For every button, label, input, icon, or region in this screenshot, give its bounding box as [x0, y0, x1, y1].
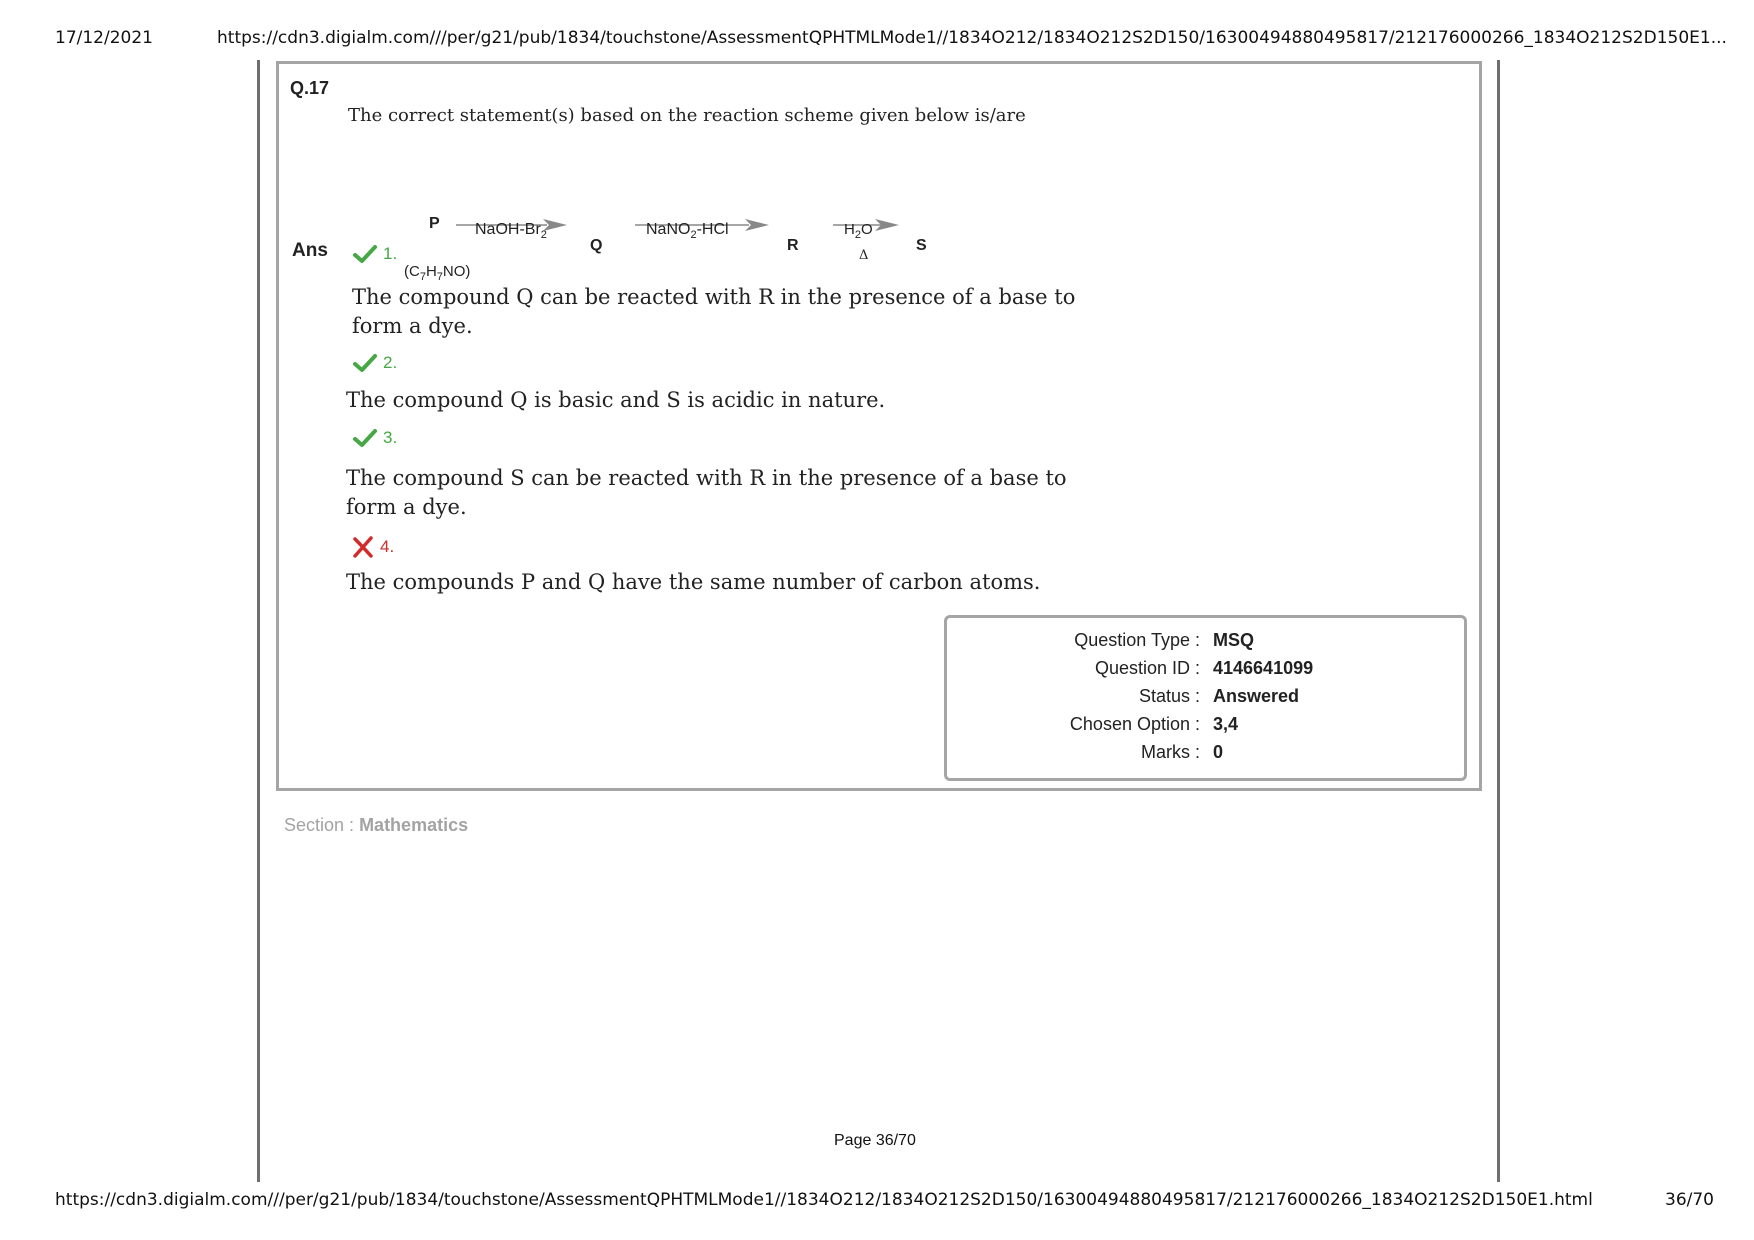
question-info-box [944, 615, 1467, 781]
compound-p: P [429, 215, 440, 232]
option-3-mark [353, 428, 397, 448]
print-header [55, 28, 1727, 50]
option-1-number: 1. [383, 244, 398, 263]
left-rule [257, 60, 260, 1182]
option-2-number: 2. [383, 353, 398, 372]
compound-r: R [787, 237, 799, 254]
option-3-text: The compound S can be reacted with R in the presence of a base to form a dye. [346, 466, 1067, 519]
page-number: Page 36/70 [834, 1132, 916, 1149]
right-rule [1497, 60, 1500, 1182]
print-date: 17/12/2021 [55, 28, 153, 48]
print-footer [55, 1190, 1714, 1212]
section-heading [284, 815, 468, 836]
reaction-scheme [399, 151, 979, 283]
check-icon [353, 353, 377, 373]
reagent-3: $H_2O$ [844, 221, 873, 241]
option-4-number: 4. [380, 537, 395, 556]
section-name: Mathematics [359, 815, 469, 835]
compound-p-formula: $(C_7H_7NO)$ [404, 263, 471, 283]
answer-label: Ans [292, 240, 328, 261]
check-icon [353, 428, 377, 448]
option-4-mark [352, 536, 394, 558]
question-stem: The correct statement(s) based on the reaction scheme given below is/are [348, 105, 1026, 126]
footer-page-count: 36/70 [1665, 1190, 1714, 1210]
check-icon [353, 244, 377, 264]
section-label: Section : [284, 815, 355, 835]
info-marks: Marks : 0 [1140, 742, 1224, 762]
footer-url: https://cdn3.digialm.com///per/g21/pub/1834/touchstone/AssessmentQPHTMLMode1//1834O212/1834O212S2D150/16300494880495817/212176000266_1834O212S2D150E1.html [55, 1190, 1593, 1210]
reagent-2: NaNO$_2$-HCl [646, 221, 729, 242]
info-status: Status : Answered [1138, 686, 1300, 706]
info-question-id: Question ID : 4146641099 [1094, 658, 1314, 678]
option-1-mark [353, 244, 397, 264]
reagent-3-heat: Δ [859, 248, 869, 263]
option-3-number: 3. [383, 428, 398, 447]
option-2-mark [353, 353, 397, 373]
option-2-text: The compound Q is basic and S is acidic in nature. [346, 388, 886, 412]
option-4-text: The compounds P and Q have the same number of carbon atoms. [346, 570, 1041, 594]
question-panel [276, 61, 1482, 791]
print-url: https://cdn3.digialm.com///per/g21/pub/1834/touchstone/AssessmentQPHTMLMode1//1834O212/1834O212S2D150/16300494880495817/212176000266_1834O212S2D150E1... [217, 28, 1727, 48]
question-number: Q.17 [290, 78, 330, 98]
cross-icon [352, 536, 374, 558]
reagent-1: NaOH-$Br_2$ [475, 221, 547, 242]
compound-q: Q [590, 237, 603, 254]
info-chosen-option: Chosen Option : 3,4 [1069, 714, 1239, 734]
info-question-type: Question Type : MSQ [1074, 630, 1255, 650]
option-1-text: The compound Q can be reacted with R in the presence of a base to form a dye. [352, 285, 1076, 338]
compound-s: S [916, 237, 927, 254]
